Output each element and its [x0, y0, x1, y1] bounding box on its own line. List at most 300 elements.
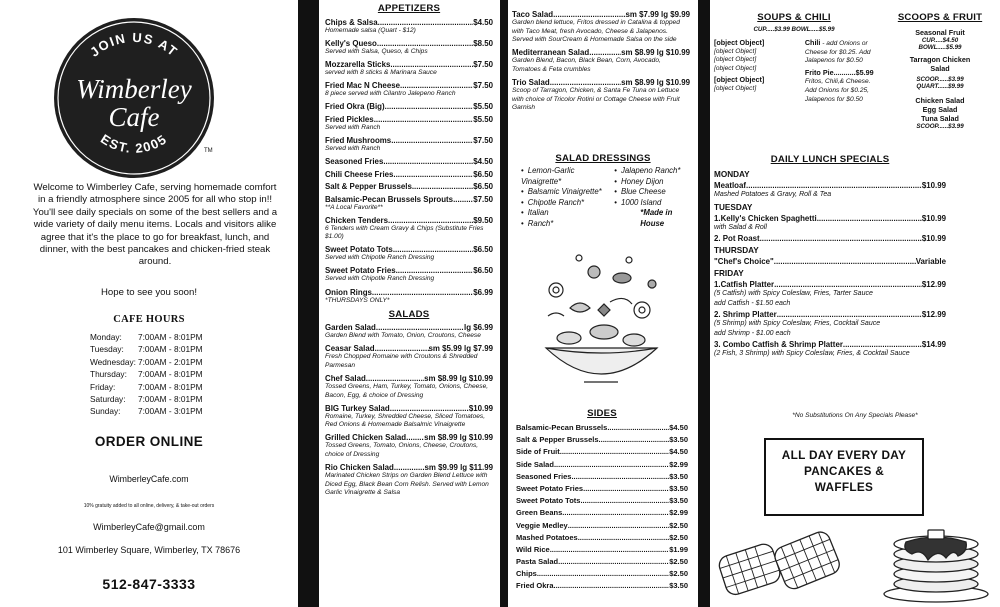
dot-leader — [553, 10, 625, 19]
menu-item-description: Romaine, Turkey, Shredded Cheese, Sliced Tomatoes, Red Onions & Homemade Balsalmic Vinaigrette — [325, 412, 486, 429]
menu-item — [325, 245, 493, 263]
menu-item-name: Pasta Salad — [516, 557, 559, 567]
menu-item-row — [714, 280, 946, 289]
menu-item-price: sm $8.99 lg $10.99 — [424, 373, 493, 383]
menu-item-description: Tossed Greens, Tomato, Onions, Cheese, Croutons, choice of Dressing — [325, 442, 479, 458]
menu-item-name: Wild Rice — [516, 544, 550, 554]
menu-item-price: $2.50 — [669, 557, 688, 567]
menu-item — [325, 18, 493, 36]
menu-item-name: Chips — [516, 569, 537, 579]
dot-leader — [578, 533, 670, 542]
soup-line: [object Object] — [714, 47, 757, 55]
menu-item-row — [714, 234, 946, 243]
menu-item-price: $12.99 — [921, 310, 946, 319]
all-day-line3: WAFFLES — [814, 480, 874, 494]
trademark-mark: TM — [204, 148, 213, 154]
lunch-day-heading: MONDAY — [714, 170, 750, 179]
menu-item-description: Served with Chipotle Ranch Dressing — [325, 275, 435, 283]
dot-leader — [393, 170, 473, 179]
menu-item-price: $7.50 — [473, 194, 493, 204]
lunch-item-description: Mashed Potatoes & Gravy, Roll & Tea — [714, 191, 832, 198]
menu-item-row — [714, 340, 946, 349]
menu-item-price: sm $8.99 lg $10.99 — [424, 433, 493, 443]
svg-text:JOIN US AT — [87, 30, 181, 60]
dot-leader — [393, 245, 473, 254]
dot-leader — [760, 234, 922, 243]
lunch-item-description: (2 Fish, 3 Shrimp) with Spicy Coleslaw, Fries, & Cocktail Sauce — [714, 350, 910, 357]
menu-item-name: Seasoned Fries — [516, 471, 572, 481]
pancakes-illustration — [876, 518, 996, 604]
menu-item-name: Side of Fruit — [516, 447, 560, 457]
menu-item-name: Mediterranean Salad — [512, 48, 590, 58]
menu-item-price: $6.50 — [473, 169, 493, 179]
column-divider — [500, 0, 508, 607]
menu-item-price: $2.99 — [669, 508, 688, 518]
phone-number[interactable]: 512-847-3333 — [102, 576, 196, 592]
dressing-item: • Jalapeno Ranch* — [614, 166, 696, 177]
soup-line: [object Object] — [714, 84, 757, 92]
menu-item-price: $3.50 — [669, 483, 688, 493]
menu-item-name: Chili Cheese Fries — [325, 169, 394, 179]
dot-leader — [777, 310, 922, 319]
menu-item-price: $12.99 — [921, 280, 946, 289]
dressing-item: • 1000 Island — [614, 198, 696, 209]
dot-leader — [406, 433, 424, 442]
hours-row — [90, 356, 203, 368]
menu-item-price: $2.50 — [669, 520, 688, 530]
dot-leader — [746, 181, 922, 190]
menu-item-name: Fried Mushrooms — [325, 135, 392, 145]
menu-item-description: Garden Blend, Bacon, Black Bean, Corn, Avocado, Tomatoes & Feta crumbles — [512, 57, 661, 73]
menu-item — [325, 39, 493, 57]
soup-line: [object Object] — [714, 38, 765, 47]
menu-item-price: Variable — [915, 257, 946, 266]
menu-item-price: $3.50 — [669, 581, 688, 591]
tuna-salad-scoop: Tuna Salad — [921, 114, 959, 123]
menu-item-row — [325, 170, 493, 179]
menu-item-name: Mashed Potatoes — [516, 532, 578, 542]
dot-leader — [558, 557, 669, 566]
dot-leader — [396, 266, 474, 275]
sides-list — [516, 423, 688, 590]
menu-item-row — [325, 195, 493, 204]
menu-item-row — [325, 344, 493, 353]
menu-item-price: $14.99 — [921, 340, 946, 349]
dot-leader — [412, 182, 473, 191]
menu-item-row — [512, 48, 690, 57]
menu-item-price: $1.99 — [669, 544, 688, 554]
menu-item — [325, 102, 493, 111]
lunch-day-heading: FRIDAY — [714, 269, 744, 278]
salad-bowl-illustration — [534, 250, 669, 400]
scoops-section — [880, 12, 1000, 130]
dot-leader — [550, 545, 670, 554]
dressing-item: • Blue Cheese — [614, 187, 696, 198]
menu-item-price: $8.50 — [473, 39, 493, 49]
hours-row — [90, 393, 203, 405]
menu-item-row — [325, 136, 493, 145]
menu-item-name: Fried Okra — [516, 581, 554, 591]
hours-time: 7:00AM - 8:01PM — [138, 394, 203, 405]
seasonal-fruit-bowl: BOWL.....$5.99 — [918, 44, 962, 51]
dot-leader — [376, 323, 464, 332]
dot-leader — [774, 280, 922, 289]
column-divider — [298, 0, 319, 607]
dot-leader — [562, 508, 669, 517]
lunch-item-description: add Catfish - $1.50 each — [714, 299, 791, 307]
address-text: 101 Wimberley Square, Wimberley, TX 78676 — [57, 545, 241, 555]
soup-line: [object Object] — [714, 64, 757, 72]
chili-name: Chili — [804, 38, 821, 47]
menu-item-price: $5.50 — [473, 114, 493, 124]
menu-item-row — [516, 496, 688, 505]
menu-item-name: 3. Combo Catfish & Shrimp Platter — [714, 340, 843, 349]
hours-time: 7:00AM - 8:01PM — [138, 381, 203, 392]
hope-text: Hope to see you soon! — [100, 287, 197, 298]
dot-leader — [550, 78, 621, 87]
menu-item-price: $4.50 — [473, 18, 493, 27]
soups-right — [805, 39, 874, 104]
menu-item-row — [516, 557, 688, 566]
dot-leader — [391, 136, 473, 145]
hours-day: Friday: — [90, 381, 116, 392]
menu-item-name: Kelly's Queso — [325, 39, 377, 49]
menu-item-row — [325, 157, 493, 166]
hours-time: 7:00AM - 8:01PM — [138, 344, 203, 355]
menu-item-row — [325, 81, 493, 90]
menu-item-row — [325, 216, 493, 225]
menu-item-row — [516, 447, 688, 456]
menu-item-name: Fried Pickles — [325, 114, 374, 124]
hours-row — [90, 368, 203, 380]
menu-item-price: $7.50 — [473, 60, 493, 70]
dot-leader — [378, 18, 474, 27]
menu-item-description: Homemade salsa (Quart - $12) — [325, 27, 416, 34]
menu-item — [325, 81, 493, 99]
seasonal-fruit-cup: CUP.....$4.50 — [921, 37, 959, 44]
dot-leader — [366, 374, 424, 383]
menu-item-description: Scoop of Tarragon, Chicken, & Santa Fe Tuna on Lettuce with choice of Tricolor Rotini or Cottage Cheese with Fruit Garnish — [512, 86, 680, 112]
menu-item — [325, 182, 493, 191]
menu-item — [325, 404, 493, 430]
menu-item-name: "Chef's Choice" — [714, 257, 774, 266]
menu-item-name: Sweet Potato Fries — [516, 483, 584, 493]
menu-item-name: Salt & Pepper Brussels — [325, 182, 412, 192]
menu-item-price: sm $9.99 lg $11.99 — [424, 462, 493, 472]
menu-item-row — [325, 404, 493, 413]
menu-item-row — [512, 78, 690, 87]
column-divider — [698, 0, 710, 607]
dot-leader — [374, 115, 474, 124]
hours-time: 7:00AM - 8:01PM — [138, 332, 203, 342]
menu-item-row — [325, 323, 493, 332]
menu-item-price: sm $8.99 lg $10.99 — [621, 77, 690, 87]
dot-leader — [390, 60, 473, 69]
menu-item-name: Mozzarella Sticks — [325, 60, 391, 70]
menu-item-description: Served with Chipotle Ranch Dressing — [325, 254, 435, 262]
menu-item — [325, 136, 493, 154]
menu-item — [325, 344, 493, 370]
lunch-day-heading: TUESDAY — [714, 202, 753, 212]
lunch-specials-section — [714, 154, 946, 359]
menu-item-name: Grilled Chicken Salad — [325, 433, 407, 443]
dot-leader — [589, 48, 621, 57]
menu-item-description: Garden Blend with Tomato, Onion, Croutons, Cheese — [325, 332, 481, 340]
menu-item-row — [516, 508, 688, 517]
menu-item-price: $7.50 — [473, 81, 493, 91]
sides-section — [516, 408, 688, 594]
menu-item-price: $10.99 — [921, 213, 946, 223]
dot-leader — [372, 288, 473, 297]
menu-item-name: Sweet Potato Fries — [325, 266, 396, 276]
dot-leader — [607, 423, 669, 432]
menu-item — [512, 48, 690, 74]
menu-item-name: Taco Salad — [512, 10, 554, 19]
menu-item-name: Chicken Tenders — [325, 215, 388, 225]
sides-title: SIDES — [587, 408, 617, 419]
welcome-text: Welcome to Wimberley Cafe, serving homemade comfort in a friendly atmosphere since 2005 for all who stop in!! You'll see daily specials on some of the best sellers and a wide variety of daily menu items. Locals and visitors alike agree that it's the place to go for breakfast, lunch, and dinner, with the best pancakes and chicken-fried steak around. — [32, 182, 278, 268]
dot-leader — [568, 521, 670, 530]
menu-item-row — [516, 569, 688, 578]
dot-leader — [385, 102, 474, 111]
dot-leader — [583, 484, 669, 493]
dot-leader — [375, 344, 429, 353]
menu-item-name: Onion Rings — [325, 287, 372, 297]
frito-pie-price: ...........$5.99 — [833, 67, 874, 77]
menu-item-name: Balsamic-Pecan Brussels Sprouts — [325, 194, 454, 204]
salads-sides-column — [508, 0, 698, 607]
menu-item-row — [325, 433, 493, 442]
menu-item-name: Balsamic-Pecan Brussels — [516, 423, 608, 432]
menu-item-row — [325, 39, 493, 48]
dot-leader — [453, 195, 473, 204]
menu-item-description: Served with Salsa, Queso, & Chips — [325, 48, 428, 56]
menu-item-row — [714, 181, 946, 190]
tarragon-scoop: SCOOP......$3.99 — [916, 76, 964, 83]
menu-item-row — [516, 533, 688, 542]
menu-item-price: $2.50 — [669, 569, 688, 579]
menu-item-row — [516, 435, 688, 444]
dot-leader — [817, 214, 922, 223]
menu-item-name: Fried Mac N Cheese — [325, 81, 400, 91]
dressing-item: • Honey Dijon — [614, 177, 696, 188]
menu-item-row — [714, 310, 946, 319]
scoop-price: SCOOP......$3.99 — [916, 123, 964, 130]
menu-item-row — [516, 423, 688, 432]
appetizers-title: APPETIZERS — [377, 3, 441, 14]
specials-column — [710, 0, 1000, 607]
menu-item-description: Fresh Chopped Romaine with Croutons & Shredded Parmesan — [325, 353, 478, 369]
menu-item-price: $10.99 — [468, 403, 493, 413]
waffles-illustration — [714, 520, 854, 604]
all-day-line2: PANCAKES & — [803, 464, 885, 478]
hours-day: Wednesday: — [90, 356, 136, 367]
tarragon-line2: Salad — [930, 64, 950, 73]
menu-item-price: $6.50 — [473, 266, 493, 276]
dot-leader — [377, 39, 473, 48]
website-link[interactable]: WimberleyCafe.com — [109, 474, 189, 484]
dot-leader — [599, 435, 670, 444]
menu-item-row — [325, 374, 493, 383]
menu-item-description: *THURSDAYS ONLY* — [325, 296, 390, 304]
menu-item — [325, 266, 493, 284]
menu-item-name: Rio Chicken Salad — [325, 462, 394, 472]
menu-item-price: $3.50 — [669, 471, 688, 481]
menu-item-row — [714, 257, 946, 266]
menu-item-price: $4.50 — [669, 447, 688, 457]
menu-item-row — [325, 182, 493, 191]
lunch-item-description: (5 Catfish) with Spicy Coleslaw, Fries, Tarter Sauce — [714, 290, 873, 297]
gratuity-note: 10% gratuity added to all online, delivery, & take-out orders — [83, 503, 215, 509]
menu-item-description: Served with Ranch — [325, 144, 381, 152]
menu-item-row — [516, 521, 688, 530]
lunch-item-description: with Salad & Roll — [714, 223, 767, 231]
menu-item — [325, 157, 493, 166]
lunch-specials-list — [714, 170, 946, 359]
all-day-banner — [764, 438, 924, 516]
menu-item-price: $6.50 — [473, 182, 493, 192]
menu-item-price: $7.50 — [473, 135, 493, 145]
frito-pie-desc: Fritos, Chili,& Cheese. Add Onions for $0.25, Jalapenos for $0.50 — [804, 78, 871, 103]
menu-item-description: **A Local Favorite** — [325, 203, 383, 211]
dressings-right — [614, 166, 696, 208]
dressings-left — [521, 166, 614, 230]
menu-item-name: Ceasar Salad — [325, 344, 375, 354]
logo-top-text: JOIN US AT — [87, 29, 181, 60]
dressings-title: SALAD DRESSINGS — [555, 153, 651, 164]
hours-row — [90, 405, 203, 417]
hours-time: 7:00AM - 8:01PM — [138, 369, 203, 380]
dot-leader — [554, 460, 669, 469]
menu-item-name: 2. Shrimp Platter — [714, 310, 777, 319]
hours-day: Saturday: — [90, 394, 126, 405]
more-salads-list — [512, 10, 690, 116]
menu-item-description: Tossed Greens, Ham, Turkey, Tomato, Onions, Cheese, Bacon, Egg, & choice of Dressing — [325, 382, 489, 399]
menu-item-row — [714, 214, 946, 223]
tarragon-quart: QUART......$9.99 — [916, 83, 964, 90]
hours-day: Thursday: — [90, 369, 127, 380]
menu-item-row — [516, 472, 688, 481]
appetizers-column — [319, 0, 500, 607]
menu-item-row — [512, 10, 690, 19]
hours-row — [90, 331, 203, 343]
menu-item — [325, 323, 493, 341]
dot-leader — [571, 472, 669, 481]
chicken-salad-scoop: Chicken Salad — [915, 96, 965, 105]
menu-item — [325, 433, 493, 459]
menu-item-name: Salt & Pepper Brussels — [516, 435, 599, 445]
dot-leader — [554, 581, 670, 590]
menu-item-price: $3.50 — [669, 496, 688, 506]
dot-leader — [383, 157, 473, 166]
soups-left — [714, 39, 805, 104]
menu-item-row — [325, 463, 493, 472]
dot-leader — [580, 496, 669, 505]
menu-item — [512, 10, 690, 45]
menu-item-description: 6 Tenders with Cream Gravy & Chips (Substitute Fries $1.00) — [325, 224, 484, 241]
menu-item — [325, 288, 493, 306]
email-link[interactable]: WimberleyCafe@gmail.com — [93, 522, 205, 532]
menu-item-name: Chips & Salsa — [325, 18, 378, 27]
soups-section — [714, 12, 874, 104]
menu-item-name: 2. Pot Roast — [714, 234, 760, 243]
menu-item-name: 1.Catfish Platter — [714, 280, 775, 289]
soup-line: [object Object] — [714, 75, 765, 85]
hours-time: 7:00AM - 2:01PM — [138, 356, 203, 367]
egg-salad-scoop: Egg Salad — [922, 105, 958, 114]
menu-item-name: Fried Okra (Big) — [325, 102, 385, 112]
dot-leader — [400, 81, 473, 90]
cafe-hours-list — [90, 331, 203, 418]
dot-leader — [774, 257, 916, 266]
menu-item-row — [516, 581, 688, 590]
menu-item — [325, 115, 493, 133]
menu-item-price: $2.99 — [669, 459, 688, 469]
no-substitutions-note: *No Substitutions On Any Specials Please* — [792, 412, 918, 419]
chili-desc: - add Onions or Cheese for $0.25. Add Jalapenos for $0.50 — [804, 40, 871, 65]
menu-item-name: Meatloaf — [714, 181, 747, 190]
menu-item-name: 1.Kelly's Chicken Spaghetti — [714, 213, 817, 223]
menu-item-price: $4.50 — [669, 423, 688, 432]
hours-day: Sunday: — [90, 406, 121, 417]
menu-item-row — [325, 115, 493, 124]
dot-leader — [388, 216, 473, 225]
hours-row — [90, 381, 203, 393]
soup-line: [object Object] — [714, 56, 757, 64]
soups-title: SOUPS & CHILI — [757, 12, 831, 23]
menu-item-price: $10.99 — [921, 181, 946, 190]
order-online-title: ORDER ONLINE — [94, 434, 204, 449]
menu-item-name: Side Salad — [516, 459, 554, 469]
dressings-list — [521, 166, 696, 230]
menu-item-name: Sweet Potato Tots — [516, 496, 581, 506]
hours-day: Monday: — [90, 332, 122, 342]
menu-item-price: sm $7.99 lg $9.99 — [625, 10, 690, 19]
menu-item-description: Served with Ranch — [325, 123, 381, 131]
salads-list — [325, 323, 493, 498]
menu-item-name: Veggie Medley — [516, 520, 568, 530]
menu-item-row — [325, 60, 493, 69]
lunch-item-description: add Shrimp - $1.00 each — [714, 329, 791, 337]
dot-leader — [843, 340, 922, 349]
menu-item-row — [325, 288, 493, 297]
menu-item-row — [516, 484, 688, 493]
menu-item-price: $3.50 — [669, 435, 688, 445]
dot-leader — [390, 404, 469, 413]
menu-item-price: $10.99 — [921, 234, 946, 243]
dressing-item: • Balsamic Vinaigrette* — [521, 187, 614, 198]
menu-item-row — [325, 18, 493, 27]
hours-row — [90, 343, 203, 355]
seasonal-fruit-name: Seasonal Fruit — [915, 28, 965, 37]
dot-leader — [560, 447, 669, 456]
logo-name-line1: Wimberley — [76, 74, 192, 104]
menu-item-name: Chef Salad — [325, 373, 366, 383]
menu-item — [325, 170, 493, 179]
menu-item-price: lg $6.99 — [464, 323, 493, 333]
menu-item-price: sm $5.99 lg $7.99 — [428, 344, 493, 354]
lunch-specials-title: DAILY LUNCH SPECIALS — [770, 154, 890, 165]
menu-item-row — [325, 266, 493, 275]
hours-day: Tuesday: — [90, 344, 124, 355]
all-day-line1: ALL DAY EVERY DAY — [781, 448, 907, 462]
dressing-item: • Chipotle Ranch* — [521, 198, 614, 209]
soups-prices: CUP.....$3.99 BOWL.....$5.99 — [753, 26, 835, 33]
menu-item-price: $9.50 — [473, 215, 493, 225]
menu-item-description: Marinated Chicken Strips on Garden Blend Lettuce with Diced Egg, Black Bean Corn Relish. Served with Lemon Garlic Vinaigrette & Salsa — [325, 471, 489, 497]
menu-item-name: Green Beans — [516, 508, 563, 518]
menu-item-price: $6.99 — [473, 287, 493, 297]
